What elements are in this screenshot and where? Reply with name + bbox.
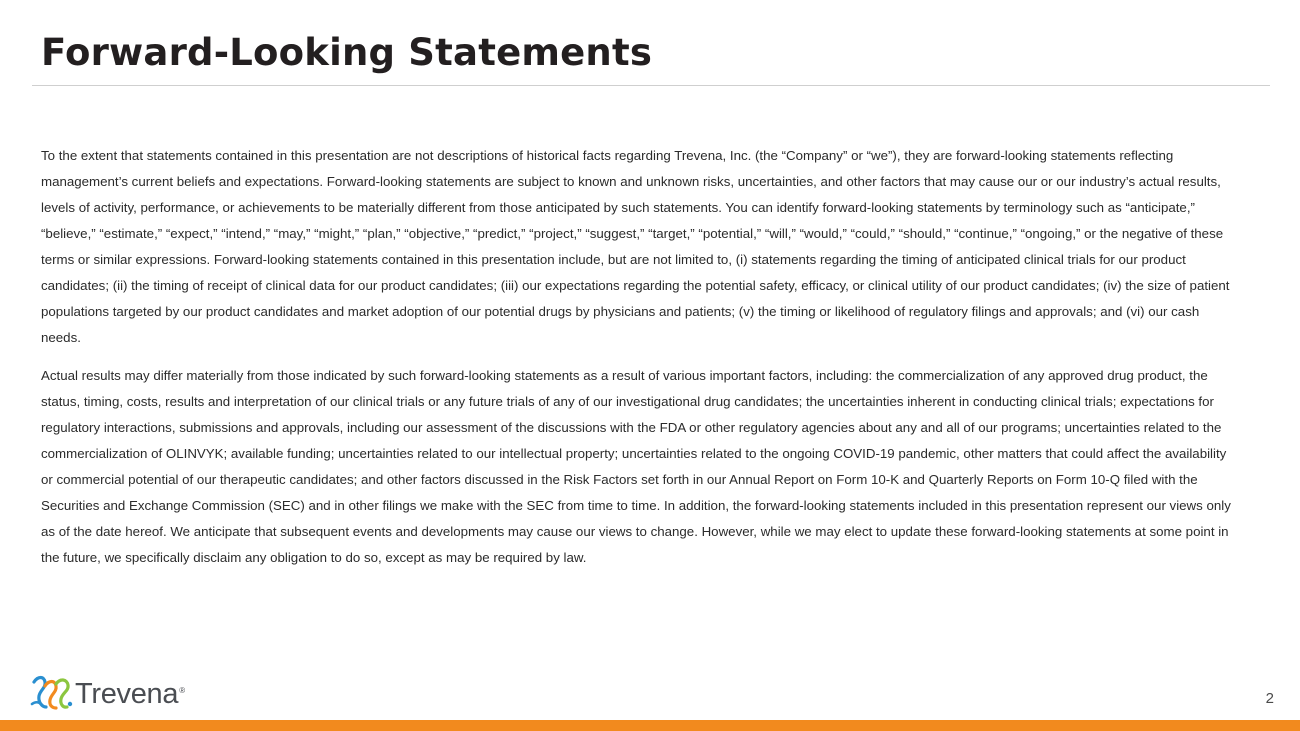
trevena-logo bbox=[30, 674, 185, 712]
title-divider bbox=[32, 85, 1270, 86]
registered-mark: ® bbox=[179, 685, 186, 695]
logo-wordmark: Trevena bbox=[75, 677, 179, 710]
page-number: 2 bbox=[1265, 690, 1274, 707]
trevena-leaf-icon bbox=[30, 674, 74, 712]
paragraph-risk-factors: Actual results may differ materially from those indicated by such forward-looking statements as a result of various important factors, including: the commercialization of any approved drug product, the status, timing, costs, results and interpretation of our clinical trials or any future trials of any of our investigational drug candidates; the uncertainties inherent in conducting clinical trials; expectations for regulatory interactions, submissions and approvals, including our assessment of the discussions with the FDA or other regulatory agencies about any and all of our programs; uncertainties related to the commercialization of OLINVYK; available funding; uncertainties related to our intellectual property; uncertainties related to the ongoing COVID-19 pandemic, other matters that could affect the availability or commercial potential of our therapeutic candidates; and other factors discussed in the Risk Factors set forth in our Annual Report on Form 10-K and Quarterly Reports on Form 10-Q filed with the Securities and Exchange Commission (SEC) and in other filings we make with the SEC from time to time. In addition, the forward-looking statements included in this presentation represent our views only as of the date hereof. We anticipate that subsequent events and developments may cause our views to change. However, while we may elect to update these forward-looking statements at some point in the future, we specifically disclaim any obligation to do so, except as may be required by law. bbox=[41, 368, 1231, 565]
slide-body bbox=[41, 143, 1241, 571]
footer-accent-bar bbox=[0, 720, 1300, 731]
paragraph-intro: To the extent that statements contained in this presentation are not descriptions of historical facts regarding Trevena, Inc. (the “Company” or “we”), they are forward-looking statements reflecting management’s current beliefs and expectations. Forward-looking statements are subject to known and unknown risks, uncertainties, and other factors that may cause our or our industry’s actual results, levels of activity, performance, or achievements to be materially different from those anticipated by such statements. You can identify forward-looking statements by terminology such as “anticipate,” “believe,” “estimate,” “expect,” “intend,” “may,” “might,” “plan,” “objective,” “predict,” “project,” “suggest,” “target,” “potential,” “will,” “would,” “could,” “should,” “continue,” “ongoing,” or the negative of these terms or similar expressions. Forward-looking statements contained in this presentation include, but are not limited to, (i) statements regarding the timing of anticipated clinical trials for our product candidates; (ii) the timing of receipt of clinical data for our product candidates; (iii) our expectations regarding the potential safety, efficacy, or clinical utility of our product candidates; (iv) the size of patient populations targeted by our product candidates and market adoption of our potential drugs by physicians and patients; (v) the timing or likelihood of regulatory filings and approvals; and (vi) our cash needs. bbox=[41, 148, 1230, 345]
page-title: Forward-Looking Statements bbox=[41, 31, 653, 74]
